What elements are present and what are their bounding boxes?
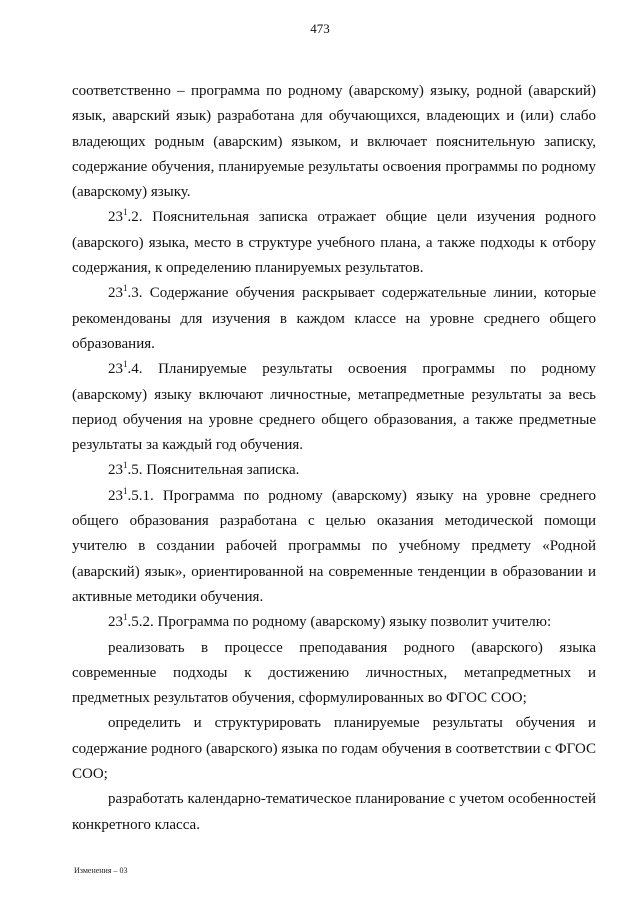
paragraph-prefix: 23	[108, 209, 123, 226]
paragraph-text: реализовать в процессе преподавания родного (аварского) языка современные подходы к достижению личностных, метапредметных и предметных результатов обучения, сформулированных во ФГОС СОО;	[72, 639, 596, 707]
paragraph-text: .4. Планируемые результаты освоения программы по родному (аварскому) языку включают личностные, метапредметные результаты за весь период обучения на уровне среднего общего образования, а также предметные результаты за каждый год обучения.	[72, 361, 596, 454]
paragraph-text: соответственно – программа по родному (аварскому) языку, родной (аварский) язык, аварский язык) разработана для обучающихся, владеющих и (или) слабо владеющих родным (аварским) языком, и включает пояснительную записку, содержание обучения, планируемые результаты освоения программы по родному (аварскому) языку.	[72, 83, 596, 201]
paragraph-2	[72, 205, 596, 281]
superscript: 1	[123, 460, 128, 471]
revision-footer: Изменения – 03	[74, 866, 128, 875]
page-number: 473	[310, 21, 330, 36]
paragraph-prefix: 23	[108, 487, 123, 504]
paragraph-4	[72, 357, 596, 458]
paragraph-text: .3. Содержание обучения раскрывает содержательные линии, которые рекомендованы для изучения в каждом классе на уровне среднего общего образования.	[72, 285, 596, 352]
superscript: 1	[123, 207, 128, 218]
paragraph-text: .5.1. Программа по родному (аварскому) языку на уровне среднего общего образования разработана с целью оказания методической помощи учителю в создании рабочей программы по учебному предмету «Родной (аварский) язык», ориентированной на современные тенденции в образовании и активные методики обучения.	[72, 487, 596, 605]
paragraph-text: .5.2. Программа по родному (аварскому) языку позволит учителю:	[127, 614, 552, 631]
paragraph-10	[72, 787, 596, 838]
paragraph-prefix: 23	[108, 361, 123, 378]
paragraph-7	[72, 610, 596, 635]
paragraph-text: .2. Пояснительная записка отражает общие цели изучения родного (аварского) языка, место в структуре учебного плана, а также подходы к отбору содержания, к определению планируемых результатов.	[72, 209, 596, 277]
paragraph-3	[72, 281, 596, 357]
superscript: 1	[123, 359, 128, 370]
paragraph-1	[72, 79, 596, 205]
paragraph-8	[72, 636, 596, 712]
superscript: 1	[123, 612, 128, 623]
document-body	[72, 79, 596, 838]
paragraph-text: определить и структурировать планируемые результаты обучения и содержание родного (аварского) языка по годам обучения в соответствии с ФГОС СОО;	[72, 715, 596, 783]
paragraph-9	[72, 711, 596, 787]
paragraph-text: .5. Пояснительная записка.	[127, 462, 300, 479]
paragraph-prefix: 23	[108, 614, 123, 631]
paragraph-text: разработать календарно-тематическое планирование с учетом особенностей конкретного класса.	[72, 791, 596, 833]
paragraph-5	[72, 458, 596, 483]
paragraph-prefix: 23	[108, 462, 123, 479]
superscript: 1	[123, 485, 128, 496]
paragraph-prefix: 23	[108, 285, 123, 302]
superscript: 1	[123, 283, 128, 294]
paragraph-6	[72, 484, 596, 610]
